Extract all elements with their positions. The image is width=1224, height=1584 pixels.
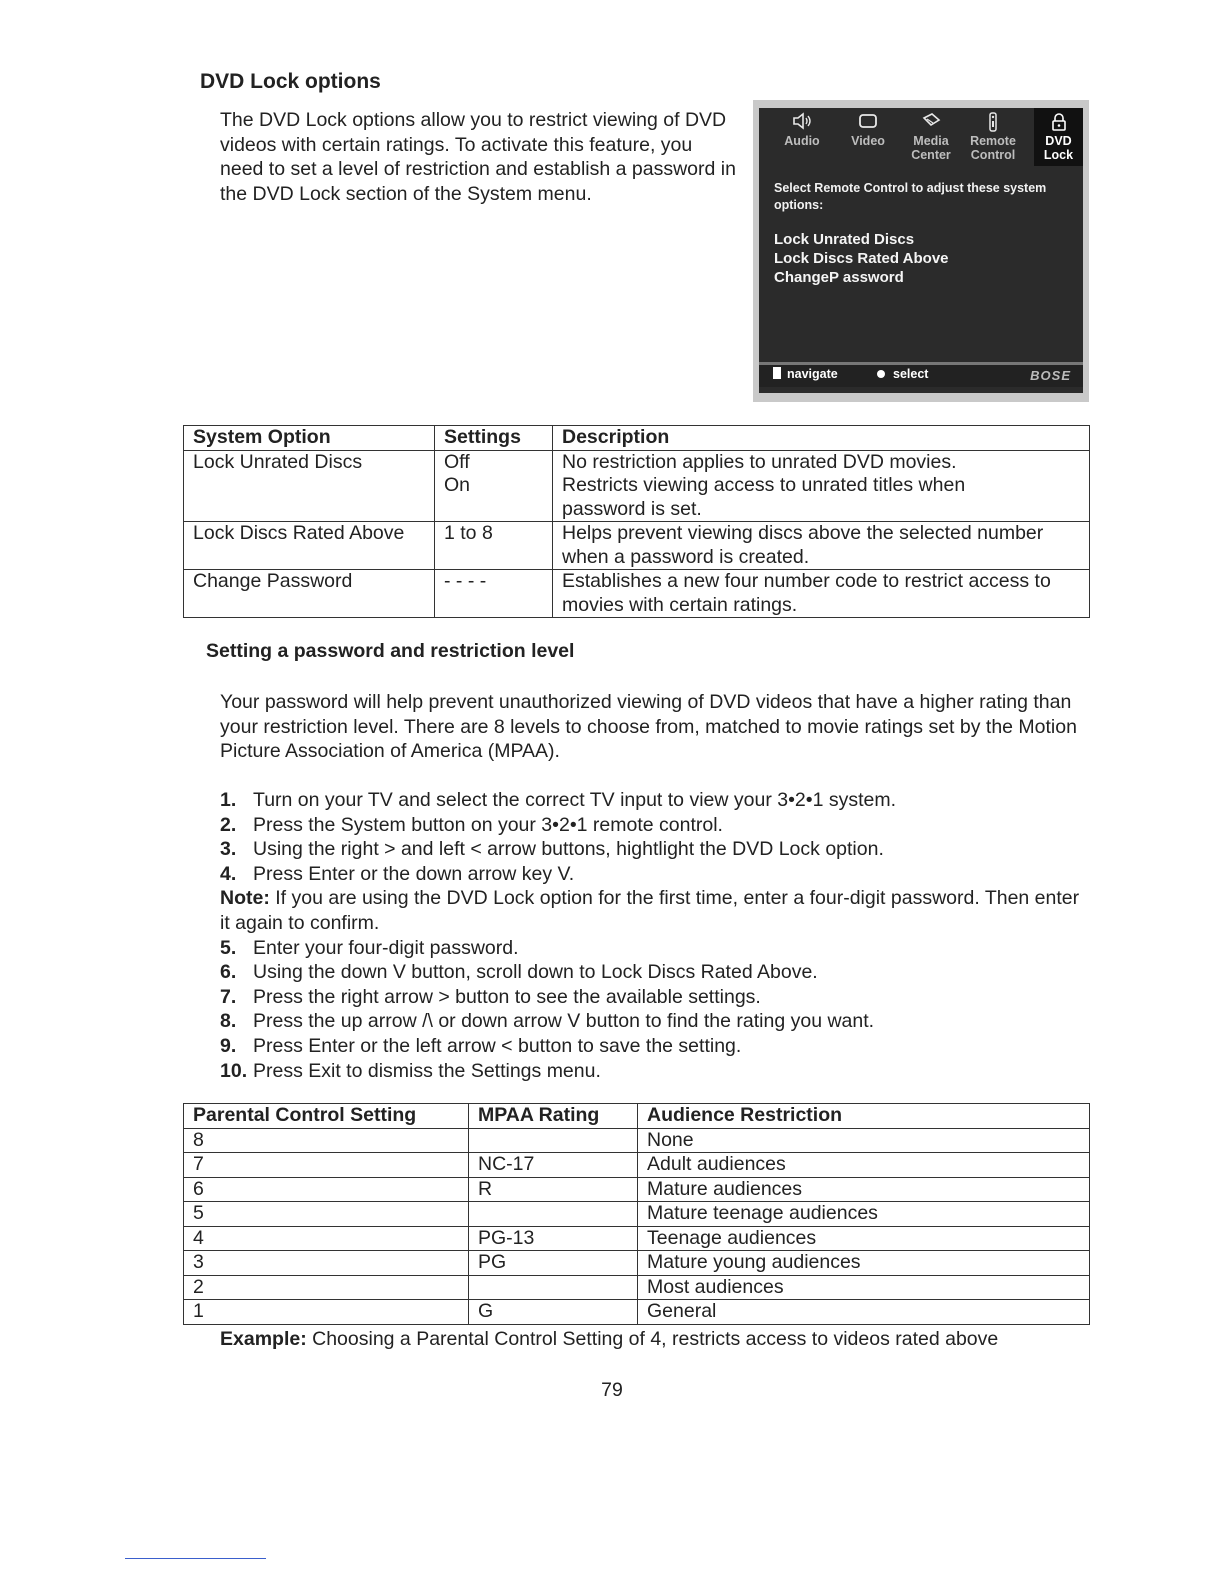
lock-icon xyxy=(1034,112,1083,132)
menu-item-lock-unrated[interactable]: Lock Unrated Discs xyxy=(774,231,915,248)
list-item xyxy=(220,1034,1090,1059)
step-text: Using the right > and left < arrow buttons, hightlight the DVD Lock option. xyxy=(253,838,884,861)
menu-prompt: Select Remote Control to adjust these system options: xyxy=(774,181,1047,212)
settings-cell xyxy=(435,450,553,522)
navigate-label: navigate xyxy=(787,367,838,381)
audience-cell: General xyxy=(638,1300,1090,1325)
setting-cell: 2 xyxy=(184,1275,469,1300)
navigate-hint xyxy=(773,367,838,381)
example-note xyxy=(220,1328,998,1351)
option-cell: Lock Discs Rated Above xyxy=(184,522,435,570)
setting-cell: 6 xyxy=(184,1177,469,1202)
audience-cell: Mature young audiences xyxy=(638,1251,1090,1276)
mpaa-rating-cell: R xyxy=(469,1177,638,1202)
footer-rule xyxy=(125,1558,266,1559)
page-number: 79 xyxy=(601,1379,623,1401)
step-number: 2. xyxy=(220,813,237,836)
list-item xyxy=(220,837,1090,862)
setting-value: - - - - xyxy=(444,570,487,592)
speaker-icon xyxy=(771,112,833,132)
table-row xyxy=(184,1202,1090,1227)
bose-logo: BOSE xyxy=(1030,368,1071,383)
list-item xyxy=(220,862,1090,887)
setting-cell: 1 xyxy=(184,1300,469,1325)
step-number: 1. xyxy=(220,789,237,811)
table-header-row xyxy=(184,1104,1090,1129)
subsection-title: Setting a password and restriction level xyxy=(206,640,575,662)
list-item xyxy=(220,1009,1090,1034)
menu-body xyxy=(765,168,1083,358)
description-line: Establishes a new four number code to restrict access to xyxy=(562,570,1051,592)
system-menu-screenshot xyxy=(753,100,1089,402)
list-item xyxy=(220,985,1090,1010)
list-item xyxy=(220,1059,1090,1084)
mpaa-rating-cell xyxy=(469,1128,638,1153)
mpaa-rating-cell xyxy=(469,1202,638,1227)
setting-value: 1 to 8 xyxy=(444,522,493,544)
column-header: System Option xyxy=(184,426,435,451)
description-line: Restricts viewing access to unrated titles when xyxy=(562,474,966,496)
remote-icon xyxy=(962,112,1024,132)
password-paragraph: Your password will help prevent unauthorized viewing of DVD videos that have a higher rating than your restriction level. There are 8 levels to choose from, matched to movie ratings set by the Motion Picture Association of America (MPAA). xyxy=(220,691,1077,762)
parental-control-table xyxy=(183,1103,1090,1325)
tab-media-center[interactable] xyxy=(900,108,962,166)
mpaa-rating-cell: PG xyxy=(469,1251,638,1276)
tab-dvd-lock[interactable] xyxy=(1034,108,1083,166)
table-row xyxy=(184,570,1090,618)
table-row xyxy=(184,450,1090,522)
setting-cell: 8 xyxy=(184,1128,469,1153)
description-cell xyxy=(553,522,1090,570)
mpaa-rating-cell: NC-17 xyxy=(469,1153,638,1178)
audience-cell: Teenage audiences xyxy=(638,1226,1090,1251)
table-row xyxy=(184,522,1090,570)
step-number: 5. xyxy=(220,936,237,959)
step-number: 3. xyxy=(220,838,237,861)
table-row xyxy=(184,1177,1090,1202)
option-cell: Lock Unrated Discs xyxy=(184,450,435,522)
column-header: Parental Control Setting xyxy=(184,1104,469,1129)
setting-cell: 7 xyxy=(184,1153,469,1178)
mpaa-rating-cell: PG-13 xyxy=(469,1226,638,1251)
audience-cell: None xyxy=(638,1128,1090,1153)
step-text: Press Enter or the down arrow key V. xyxy=(253,862,575,885)
step-text: Press Exit to dismiss the Settings menu. xyxy=(253,1059,601,1082)
tab-video-label: Video xyxy=(851,134,885,148)
table-row xyxy=(184,1226,1090,1251)
list-item xyxy=(220,788,1090,813)
table-row xyxy=(184,1251,1090,1276)
select-dot-icon xyxy=(877,370,885,378)
tab-audio[interactable] xyxy=(771,108,833,166)
description-line: movies with certain ratings. xyxy=(562,593,798,616)
step-number: 7. xyxy=(220,985,237,1008)
note-label: Note: xyxy=(220,887,270,910)
tab-dvd-lock-label: DVD Lock xyxy=(1043,134,1074,162)
step-number: 4. xyxy=(220,862,237,885)
menu-options-list xyxy=(774,230,949,287)
audience-cell: Mature teenage audiences xyxy=(638,1202,1090,1227)
setting-cell: 5 xyxy=(184,1202,469,1227)
step-number: 8. xyxy=(220,1010,237,1033)
description-line: Helps prevent viewing discs above the selected number xyxy=(562,522,1044,544)
note xyxy=(220,886,1090,935)
step-text: Press the System button on your 3•2•1 remote control. xyxy=(253,813,723,836)
section-title: DVD Lock options xyxy=(200,70,381,93)
audience-cell: Adult audiences xyxy=(638,1153,1090,1178)
list-item xyxy=(220,960,1090,985)
intro-paragraph: The DVD Lock options allow you to restrict viewing of DVD videos with certain ratings. To activate this feature, you need to set a level of restriction and establish a password in the DVD Lock section of the System menu. xyxy=(220,109,736,205)
tab-remote-control[interactable] xyxy=(962,108,1024,166)
navigate-icon xyxy=(773,367,781,379)
description-cell xyxy=(553,450,1090,522)
tab-media-center-label: Media Center xyxy=(911,134,951,162)
description-line: password is set. xyxy=(562,497,702,520)
table-row xyxy=(184,1153,1090,1178)
description-line: No restriction applies to unrated DVD movies. xyxy=(562,450,957,473)
column-header: Description xyxy=(553,426,1090,451)
settings-cell xyxy=(435,522,553,570)
system-options-table xyxy=(183,425,1090,618)
setting-cell: 3 xyxy=(184,1251,469,1276)
audience-cell: Most audiences xyxy=(638,1275,1090,1300)
step-number: 6. xyxy=(220,961,237,984)
table-row xyxy=(184,1275,1090,1300)
step-text: Press Enter or the left arrow < button to save the setting. xyxy=(253,1034,742,1057)
setting-value: Off xyxy=(444,450,470,473)
steps-list xyxy=(220,788,1090,1083)
step-number: 10. xyxy=(220,1059,248,1082)
tab-audio-label: Audio xyxy=(784,134,820,148)
setting-value: On xyxy=(444,474,471,496)
description-line: when a password is created. xyxy=(562,545,810,568)
table-row xyxy=(184,1300,1090,1325)
menu-tabs xyxy=(759,108,1083,168)
setting-cell: 4 xyxy=(184,1226,469,1251)
example-text: Choosing a Parental Control Setting of 4, restricts access to videos rated above xyxy=(312,1328,999,1350)
table-header-row xyxy=(184,426,1090,451)
system-menu-panel xyxy=(759,108,1083,393)
settings-cell xyxy=(435,570,553,618)
mpaa-rating-cell: G xyxy=(469,1300,638,1325)
step-text: Enter your four-digit password. xyxy=(253,936,519,959)
step-text: Press the right arrow > button to see the available settings. xyxy=(253,985,761,1008)
step-text: Press the up arrow /\ or down arrow V button to find the rating you want. xyxy=(253,1010,875,1033)
media-center-icon xyxy=(900,112,962,132)
audience-cell: Mature audiences xyxy=(638,1177,1090,1202)
column-header: Audience Restriction xyxy=(638,1104,1090,1129)
select-label: select xyxy=(893,367,929,381)
column-header: MPAA Rating xyxy=(469,1104,638,1129)
example-label: Example: xyxy=(220,1328,307,1350)
select-hint xyxy=(877,367,928,381)
tv-icon xyxy=(837,112,899,132)
tab-video[interactable] xyxy=(837,108,899,166)
step-text: Using the down V button, scroll down to Lock Discs Rated Above. xyxy=(253,961,818,984)
list-item xyxy=(220,813,1090,838)
menu-item-lock-rated-above[interactable]: Lock Discs Rated Above xyxy=(774,250,949,267)
tab-remote-control-label: Remote Control xyxy=(970,134,1016,162)
table-row xyxy=(184,1128,1090,1153)
description-cell xyxy=(553,570,1090,618)
note-text: If you are using the DVD Lock option for the first time, enter a four-digit password. Then enter it again to confirm. xyxy=(220,887,1080,934)
mpaa-rating-cell xyxy=(469,1275,638,1300)
menu-status-bar xyxy=(759,362,1083,387)
step-text: Turn on your TV and select the correct TV input to view your 3•2•1 system. xyxy=(253,789,897,811)
option-cell: Change Password xyxy=(184,570,435,618)
column-header: Settings xyxy=(435,426,553,451)
list-item xyxy=(220,936,1090,961)
step-number: 9. xyxy=(220,1034,237,1057)
menu-item-change-password[interactable]: ChangeP assword xyxy=(774,269,904,286)
